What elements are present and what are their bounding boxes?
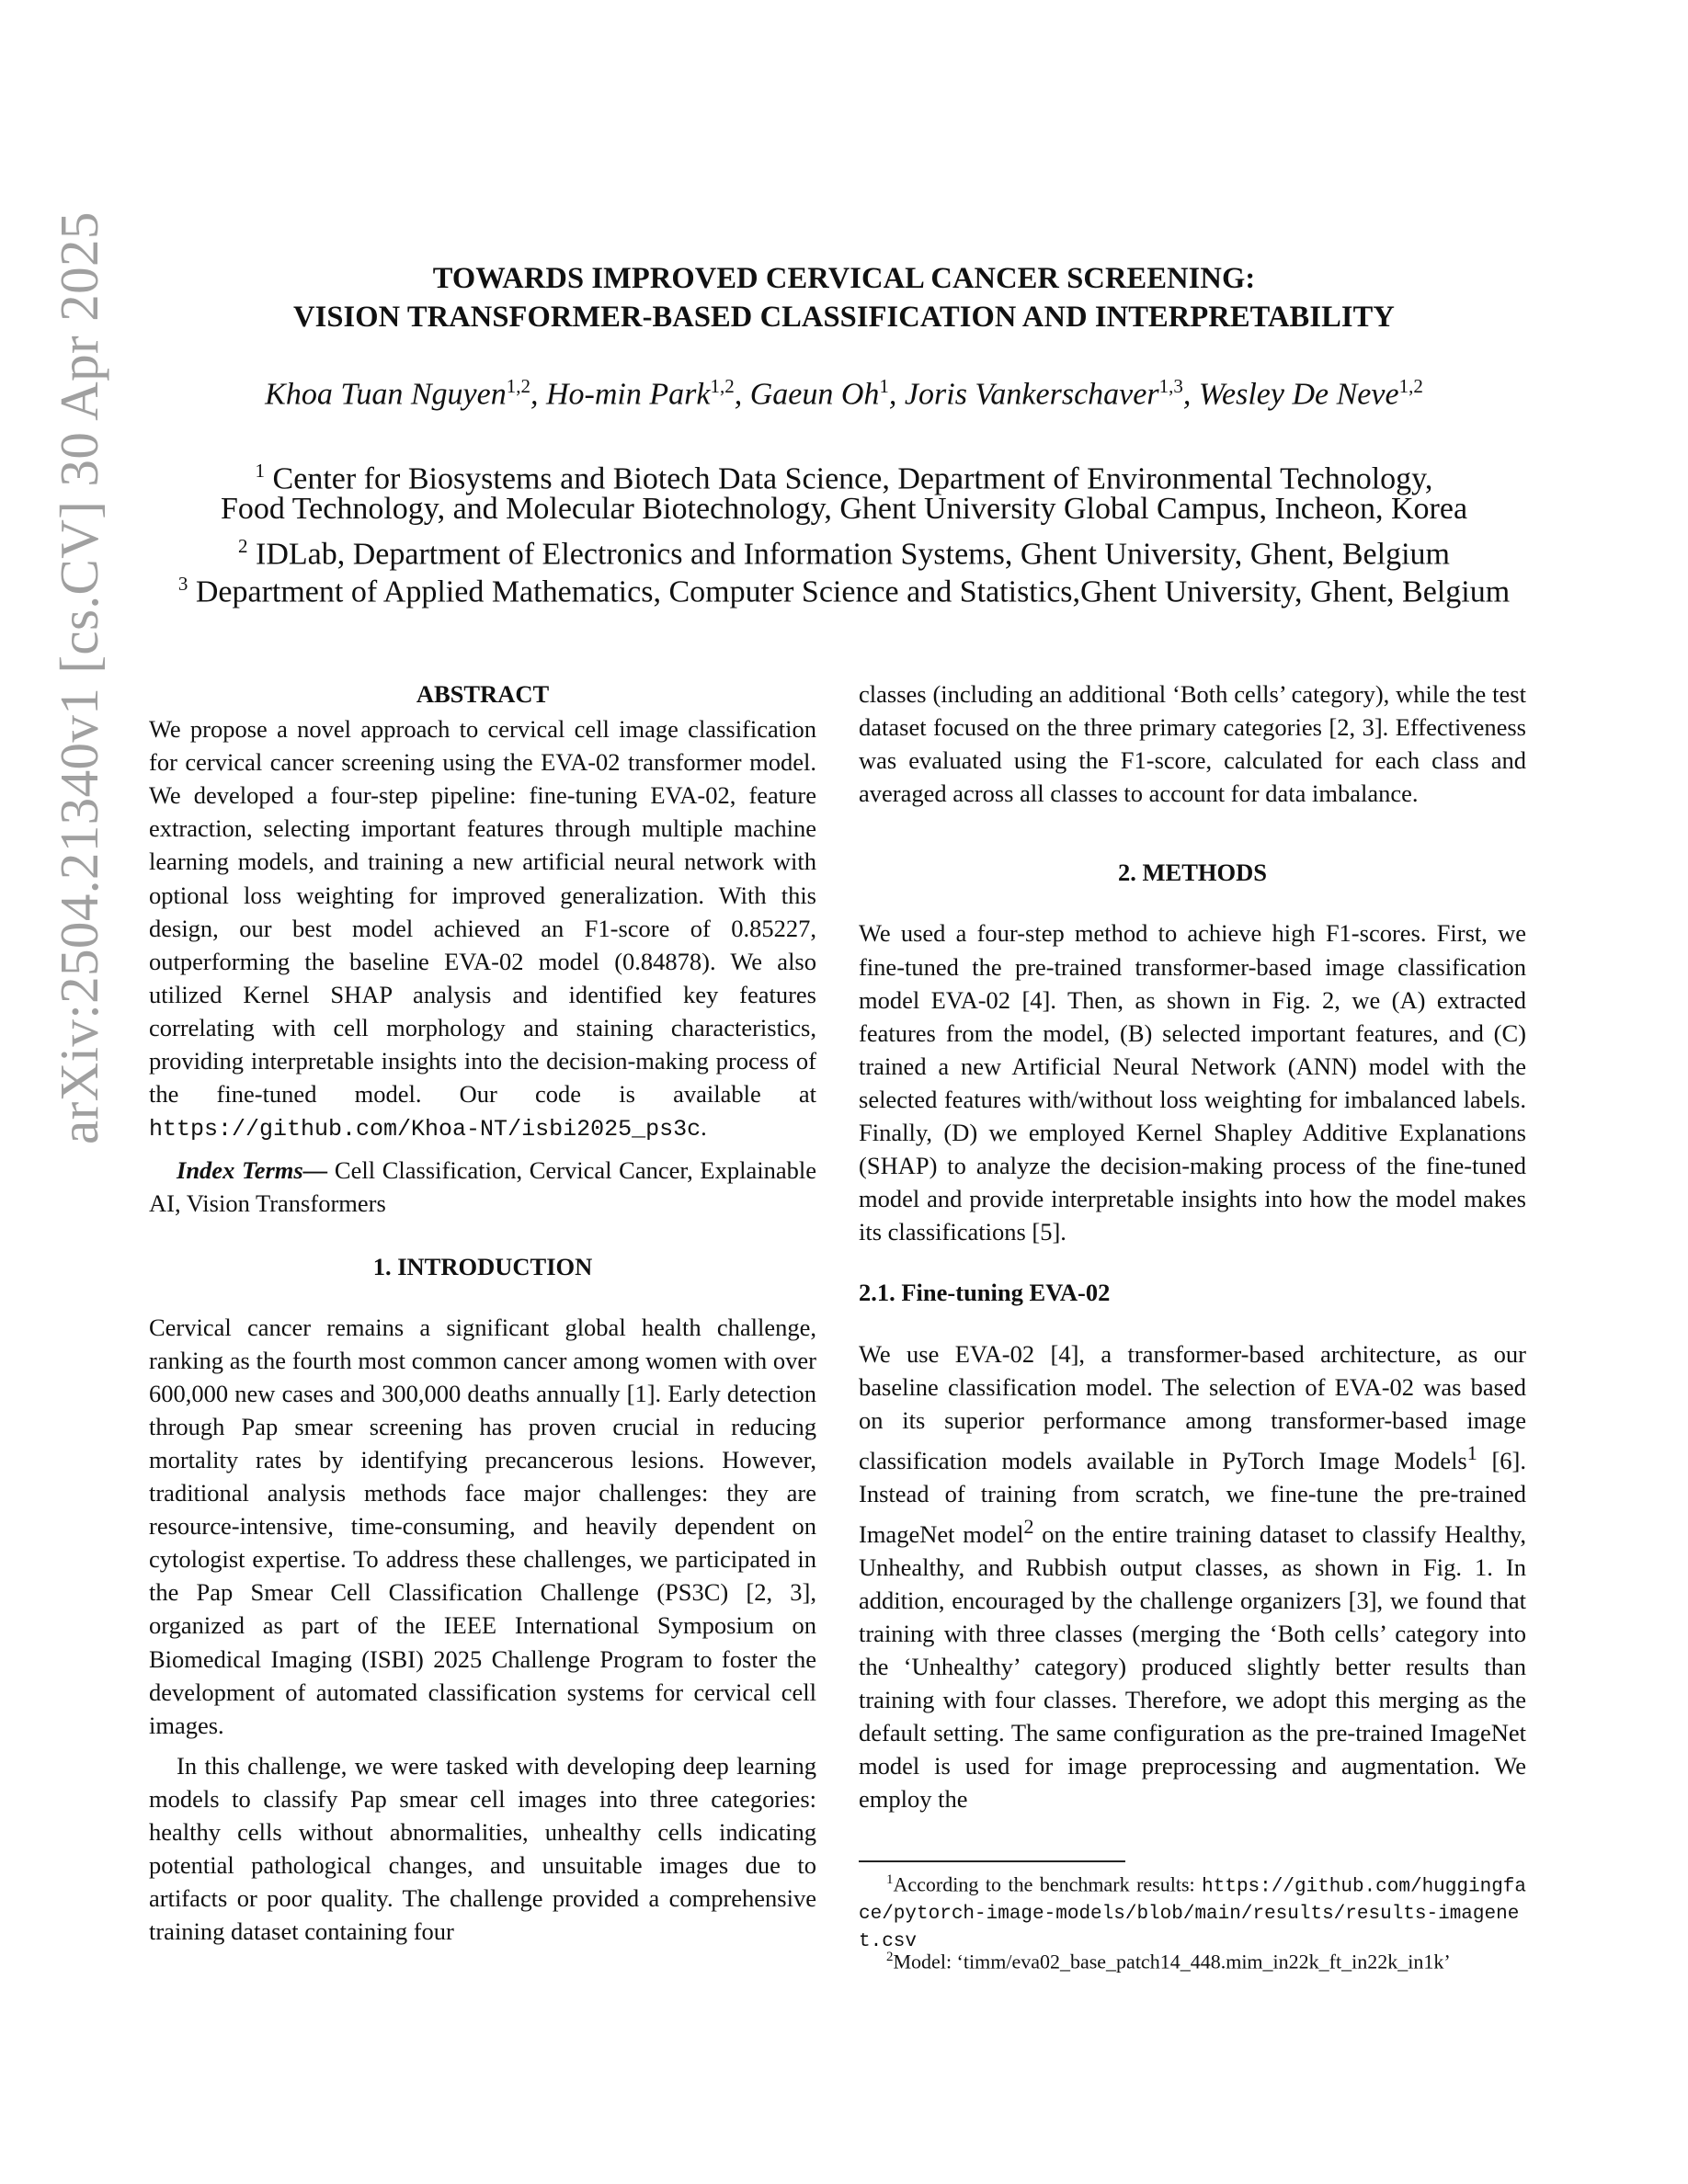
footnote-2-text: Model: ‘timm/eva02_base_patch14_448.mim_in22k_ft_in22k_in1k’ xyxy=(893,1950,1451,1974)
footnote-1-link[interactable]: https://github.com/huggingface/pytorch-image-models/blob/main/results/results-imagenet.csv xyxy=(859,1876,1526,1953)
introduction-paragraph-2: In this challenge, we were tasked with developing deep learning models to classify Pap smear cell images into three categories: healthy cells without abnormalities, unhealthy cells indicating potential pathological changes, and unsuitable images due to artifacts or poor quality. The challenge provided a comprehensive training dataset containing four xyxy=(149,1751,816,1946)
index-terms-text: Cell Classification, Cervical Cancer, Explainable AI, Vision Transformers xyxy=(149,1156,816,1218)
abstract-body xyxy=(149,712,816,1146)
author-separator: , xyxy=(530,377,546,412)
abstract-heading: ABSTRACT xyxy=(416,680,550,708)
footnote-ref-2[interactable]: 2 xyxy=(1023,1514,1034,1538)
introduction-paragraph-1: Cervical cancer remains a significant global health challenge, ranking as the fourth most common cancer among women with over 600,000 new cases and 300,000 deaths annually [1]. Early detection through Pap smear screening has proven crucial in reducing mortality rates by identifying precancerous lesions. However, traditional analysis methods face major challenges: they are resource-intensive, time-consuming, and heavily dependent on cytologist expertise. To address these challenges, we participated in the Pap Smear Cell Classification Challenge (PS3C) [2, 3], organized as part of the IEEE International Symposium on Biomedical Imaging (ISBI) 2025 Challenge Program to foster the development of automated classification systems for cervical cell images. xyxy=(149,1313,816,1739)
right-column xyxy=(859,677,1526,1815)
left-column xyxy=(149,677,816,1948)
author-name: Gaeun Oh xyxy=(749,377,880,412)
author-separator: , xyxy=(734,377,750,412)
author-affiliation-marker: 1 xyxy=(879,375,889,397)
abstract-end: . xyxy=(701,1113,707,1142)
footnote-rule xyxy=(859,1860,1125,1862)
affiliation-3 xyxy=(0,565,1688,610)
author-name: Ho-min Park xyxy=(546,377,711,412)
arxiv-stamp-text: arXiv:2504.21340v1 [cs.CV] 30 Apr 2025 xyxy=(49,211,109,1144)
subsection-2-1-heading: 2.1. Fine-tuning EVA-02 xyxy=(859,1279,1111,1307)
code-link[interactable]: https://github.com/Khoa-NT/isbi2025_ps3c xyxy=(149,1116,701,1143)
author-name: Khoa Tuan Nguyen xyxy=(265,377,507,412)
affiliation-3-number: 3 xyxy=(177,573,188,595)
introduction-heading: 1. INTRODUCTION xyxy=(372,1252,593,1280)
author-separator: , xyxy=(1182,377,1199,412)
author-name: Wesley De Neve xyxy=(1198,377,1399,412)
subsection-text-a: We use EVA-02 [4], a transformer-based architecture, as our baseline classification model. The selection of EVA-02 was based on its superior performance among transformer-based image classification models available in PyTorch Image Models xyxy=(859,1339,1526,1474)
subsection-text-b: [6]. Instead of training from scratch, we fine-tune the pre-trained ImageNet model xyxy=(859,1446,1526,1548)
footnote-1 xyxy=(859,1868,1526,1954)
footnote-2 xyxy=(859,1945,1526,1974)
subsection-2-1-paragraph xyxy=(859,1337,1526,1816)
author-affiliation-marker: 1,2 xyxy=(710,375,735,397)
affiliation-1-line-2: Food Technology, and Molecular Biotechnology, Ghent University Global Campus, Incheon, Korea xyxy=(220,492,1468,526)
methods-paragraph-1: We used a four-step method to achieve high F1-scores. First, we fine-tuned the pre-trained transformer-based image classification model EVA-02 [4]. Then, as shown in Fig. 2, we (A) extracted features from the model, (B) selected important features, and (C) trained a new Artificial Neural Network (ANN) model with the selected features with/without loss weighting for imbalanced labels. Finally, (D) we employed Kernel Shapley Additive Explanations (SHAP) to analyze the decision-making process of the fine-tuned model and provide interpretable insights into how the model makes its classifications [5]. xyxy=(859,919,1526,1246)
footnote-1-text: According to the benchmark results: xyxy=(893,1872,1203,1896)
affiliation-2-number: 2 xyxy=(238,535,248,557)
subsection-text-c: on the entire training dataset to classify Healthy, Unhealthy, and Rubbish output classes, as shown in Fig. 1. In addition, encouraged by the challenge organizers [3], we found that training with three classes (merging the ‘Both cells’ category into the ‘Unhealthy’ category) produced slightly better results than training with four classes. Therefore, we adopt this merging as the default setting. The same configuration as the pre-trained ImageNet model is used for image preprocessing and augmentation. We employ the xyxy=(859,1519,1526,1814)
index-terms xyxy=(149,1154,816,1220)
methods-heading: 2. METHODS xyxy=(1118,859,1267,887)
paper-title-line-1: TOWARDS IMPROVED CERVICAL CANCER SCREENING: xyxy=(432,262,1256,295)
footnote-2-number: 2 xyxy=(886,1950,894,1964)
footnote-ref-1[interactable]: 1 xyxy=(1466,1440,1477,1464)
affiliation-1-number: 1 xyxy=(255,460,266,482)
introduction-paragraph-2-continued: classes (including an additional ‘Both cells’ category), while the test dataset focused on the three primary categories [2, 3]. Effectiveness was evaluated using the F1-score, calculated for each class and averaged across all classes to account for data imbalance. xyxy=(859,680,1526,808)
index-terms-label: Index Terms— xyxy=(177,1156,328,1185)
footnote-1-number: 1 xyxy=(886,1872,894,1887)
author-affiliation-marker: 1,2 xyxy=(506,375,530,397)
affiliation-1-text: Center for Biosystems and Biotech Data Science, Department of Environmental Technology, xyxy=(265,461,1433,496)
author-affiliation-marker: 1,3 xyxy=(1158,375,1183,397)
affiliation-3-text: Department of Applied Mathematics, Computer Science and Statistics,Ghent University, Ghent, Belgium xyxy=(188,574,1511,609)
author-separator: , xyxy=(888,377,905,412)
abstract-text: We propose a novel approach to cervical cell image classification for cervical cancer screening using the EVA-02 transformer model. We developed a four-step pipeline: fine-tuning EVA-02, feature extraction, selecting important features through multiple machine learning models, and training a new artificial neural network with optional loss weighting for improved generalization. With this design, our best model achieved an F1-score of 0.85227, outperforming the baseline EVA-02 model (0.84878). We also utilized Kernel SHAP analysis and identified key features correlating with cell morphology and staining characteristics, providing interpretable insights into the decision-making process of the fine-tuned model. Our code is available at xyxy=(149,715,816,1109)
paper-title-line-2: VISION TRANSFORMER-BASED CLASSIFICATION AND INTERPRETABILITY xyxy=(293,301,1395,334)
author-affiliation-marker: 1,2 xyxy=(1398,375,1423,397)
author-name: Joris Vankerschaver xyxy=(904,377,1159,412)
affiliation-2-text: IDLab, Department of Electronics and Information Systems, Ghent University, Ghent, Belgium xyxy=(247,537,1450,572)
author-list xyxy=(0,375,1688,412)
